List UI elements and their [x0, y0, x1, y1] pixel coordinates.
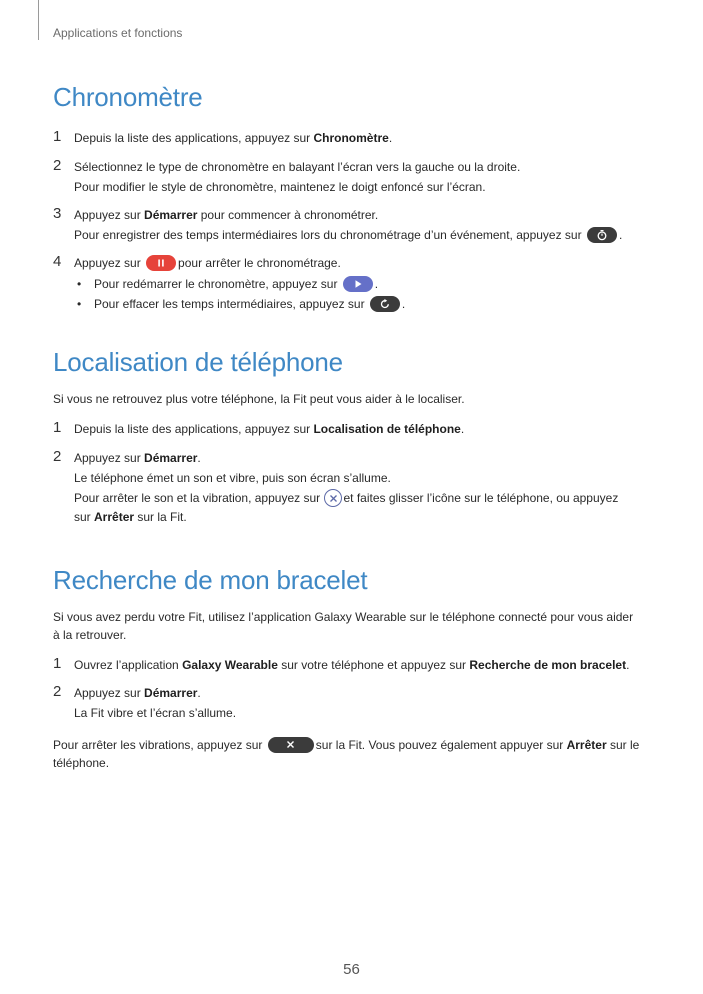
step-text: Pour enregistrer des temps intermédiaires lors du chronométrage d’un événement, appuyez sur . — [74, 228, 623, 242]
bullet: • — [77, 297, 82, 311]
step-number: 2 — [53, 683, 62, 700]
section-intro: Si vous avez perdu votre Fit, utilisez l’application Galaxy Wearable sur le téléphone connecté pour vous aider — [53, 610, 634, 624]
bullet-text: Pour redémarrer le chronomètre, appuyez sur . — [94, 277, 379, 291]
step-number: 1 — [53, 655, 62, 672]
step-text: sur Arrêter sur la Fit. — [74, 510, 187, 524]
step-number: 1 — [53, 128, 62, 145]
pause-button-icon — [146, 255, 176, 271]
step-text: Le téléphone émet un son et vibre, puis son écran s’allume. — [74, 471, 391, 485]
step-text: Depuis la liste des applications, appuyez sur Localisation de téléphone. — [74, 422, 465, 436]
section-title-recherche: Recherche de mon bracelet — [53, 565, 368, 595]
close-button-icon — [268, 737, 314, 753]
step-text: Pour modifier le style de chronomètre, maintenez le doigt enfoncé sur l’écran. — [74, 180, 486, 194]
reset-button-icon — [370, 296, 400, 312]
section-title-chronometre: Chronomètre — [53, 82, 203, 112]
step-number: 4 — [53, 253, 62, 270]
page-header: Applications et fonctions — [53, 26, 183, 40]
step-number: 2 — [53, 448, 62, 465]
step-text: Appuyez sur Démarrer pour commencer à chronométrer. — [74, 208, 379, 222]
step-text: Appuyez sur Démarrer. — [74, 686, 201, 700]
bullet: • — [77, 277, 82, 291]
section-title-localisation: Localisation de téléphone — [53, 347, 343, 377]
step-text: Appuyez sur Démarrer. — [74, 451, 201, 465]
page-number: 56 — [343, 961, 360, 978]
step-number: 3 — [53, 205, 62, 222]
bullet-text: Pour effacer les temps intermédiaires, appuyez sur . — [94, 297, 406, 311]
section-intro: à la retrouver. — [53, 628, 127, 642]
lap-button-icon — [587, 227, 617, 243]
step-text: La Fit vibre et l’écran s’allume. — [74, 706, 237, 720]
close-circle-icon — [324, 489, 342, 507]
step-number: 1 — [53, 419, 62, 436]
step-text: Pour arrêter le son et la vibration, appuyez sur et faites glisser l’icône sur le téléphone, ou appuyez — [74, 490, 618, 508]
step-text: Depuis la liste des applications, appuyez sur Chronomètre. — [74, 131, 393, 145]
section-intro: Si vous ne retrouvez plus votre téléphone, la Fit peut vous aider à le localiser. — [53, 392, 465, 406]
step-text: Ouvrez l’application Galaxy Wearable sur votre téléphone et appuyez sur Recherche de mon bracelet. — [74, 658, 630, 672]
step-text: Sélectionnez le type de chronomètre en balayant l’écran vers la gauche ou la droite. — [74, 160, 521, 174]
header-rule — [38, 0, 39, 40]
outro-text: Pour arrêter les vibrations, appuyez sur sur la Fit. Vous pouvez également appuyer sur Arrêter sur le — [53, 738, 640, 752]
step-text: Appuyez sur pour arrêter le chronométrage. — [74, 256, 341, 270]
outro-text: téléphone. — [53, 756, 110, 770]
play-button-icon — [343, 276, 373, 292]
step-number: 2 — [53, 157, 62, 174]
